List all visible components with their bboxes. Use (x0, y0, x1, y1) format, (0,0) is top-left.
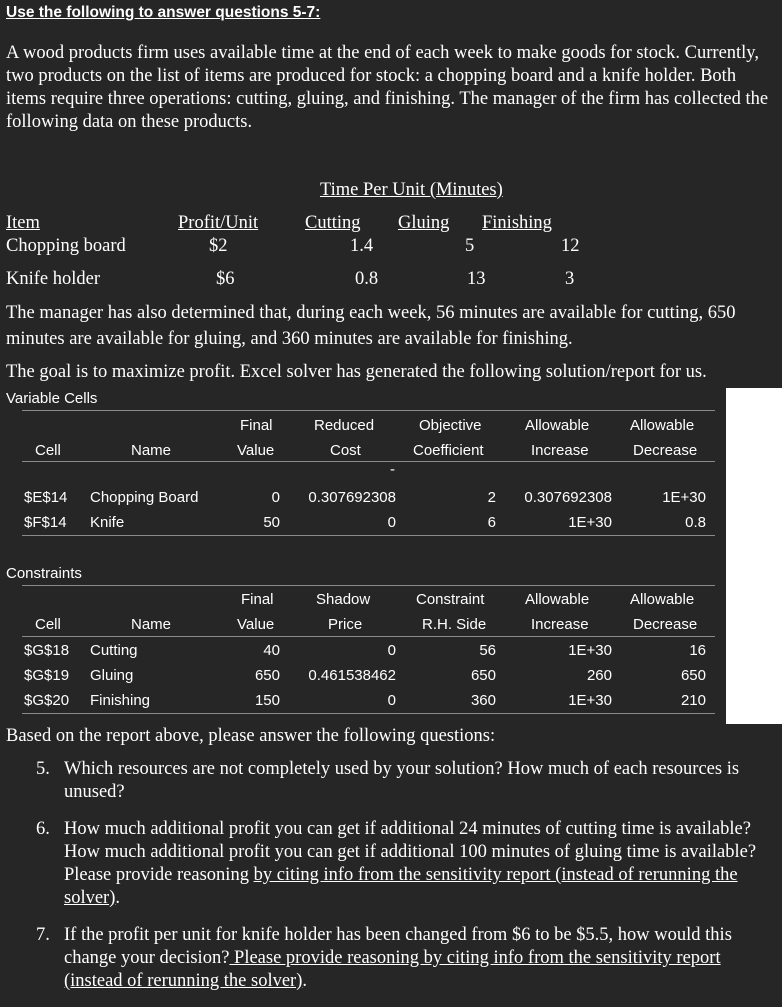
allowable-increase: 1E+30 (568, 514, 612, 531)
item-cutting: 1.4 (350, 236, 374, 256)
divider (22, 410, 715, 411)
allowable-decrease: 0.8 (685, 514, 706, 531)
item-profit: $2 (209, 236, 228, 256)
cell-name: Cutting (90, 642, 138, 659)
cell-ref: $E$14 (24, 489, 68, 506)
intro-paragraph: A wood products firm uses available time at the end of each week to make goods for stock. Currently, two products on the list of items are produced for stock: a chopping board and a knife holder. Both items require three operations: cutting, gluing, and finishing. The manager of the firm has collected the following data on these products. (6, 43, 769, 132)
header-decrease: Decrease (633, 442, 698, 459)
item-finishing: 12 (561, 236, 580, 256)
dash-mark: - (390, 461, 395, 478)
question-text: If the profit per unit for knife holder has been changed from $6 to be $5.5, how would this change your decision? (64, 925, 732, 968)
header-final: Final (240, 417, 273, 434)
header-objective: Objective (419, 417, 482, 434)
allowable-increase: 260 (586, 667, 612, 684)
header-reduced: Reduced (314, 417, 375, 434)
question-text: Which resources are not completely used by your solution? How much of each resources is unused? (64, 759, 740, 802)
header-value: Value (237, 616, 275, 633)
header-profit: Profit/Unit (178, 213, 259, 233)
header-price: Price (328, 616, 363, 633)
question-number: 7. (36, 925, 50, 945)
header-cell: Cell (35, 442, 61, 459)
final-value: 0 (271, 489, 280, 506)
cell-ref: $G$20 (24, 692, 70, 709)
question-6 (36, 818, 778, 910)
question-tail: . (302, 971, 307, 991)
item-profit: $6 (216, 269, 235, 289)
header-item: Item (6, 213, 40, 233)
cell-ref: $F$14 (24, 514, 67, 531)
cell-name: Finishing (90, 692, 151, 709)
question-emphasis: Please provide reasoning by citing info from the sensitivity report (instead of rerunning the solver) (64, 948, 721, 991)
question-tail: . (115, 888, 120, 908)
divider (22, 461, 715, 462)
item-name: Knife holder (6, 269, 101, 289)
header-cutting: Cutting (305, 213, 361, 233)
header-gluing: Gluing (398, 213, 450, 233)
cell-name: Gluing (90, 667, 134, 684)
constraint-rhs: 56 (479, 642, 496, 659)
divider (22, 713, 715, 714)
reduced-cost: 0.307692308 (308, 489, 396, 506)
header-rhs: R.H. Side (422, 616, 487, 633)
objective-coefficient: 2 (487, 489, 496, 506)
constraint-rhs: 650 (470, 667, 496, 684)
allowable-increase: 0.307692308 (524, 489, 612, 506)
question-list (6, 758, 778, 1007)
question-5 (36, 758, 778, 804)
question-number: 6. (36, 819, 50, 839)
header-allowable-increase: Allowable (525, 591, 590, 608)
capacity-paragraph: The manager has also determined that, during each week, 56 minutes are available for cutting, 650 minutes are available for gluing, and 360 minutes are available for finishing. (6, 303, 736, 349)
header-final: Final (241, 591, 274, 608)
variable-cells-title: Variable Cells (6, 390, 98, 407)
header-increase: Increase (531, 442, 589, 459)
question-number: 5. (36, 759, 50, 779)
allowable-increase: 1E+30 (568, 642, 612, 659)
cell-name: Chopping Board (90, 489, 199, 506)
objective-coefficient: 6 (487, 514, 496, 531)
shadow-price: 0 (387, 642, 396, 659)
allowable-decrease: 650 (680, 667, 706, 684)
item-cutting: 0.8 (355, 269, 379, 289)
constraint-rhs: 360 (470, 692, 496, 709)
item-finishing: 3 (565, 269, 575, 289)
cell-ref: $G$19 (24, 667, 70, 684)
allowable-increase: 1E+30 (568, 692, 612, 709)
header-finishing: Finishing (482, 213, 552, 233)
goal-paragraph: The goal is to maximize profit. Excel solver has generated the following solution/report for us. (6, 362, 707, 382)
allowable-decrease: 16 (689, 642, 706, 659)
header-coefficient: Coefficient (413, 442, 484, 459)
allowable-decrease: 1E+30 (662, 489, 706, 506)
question-text: How much additional profit you can get if additional 24 minutes of cutting time is available? How much additional profit you can get if additional 100 minutes of gluing time is available? Please provide reasoning (64, 819, 757, 885)
questions-intro: Based on the report above, please answer the following questions: (6, 726, 496, 746)
shadow-price: 0 (387, 692, 396, 709)
header-shadow: Shadow (316, 591, 371, 608)
shadow-price: 0.461538462 (308, 667, 396, 684)
cell-ref: $G$18 (24, 642, 70, 659)
reduced-cost: 0 (387, 514, 396, 531)
header-cost: Cost (330, 442, 361, 459)
header-increase: Increase (531, 616, 589, 633)
report-edge-panel (726, 388, 782, 724)
final-value: 650 (254, 667, 280, 684)
constraints-title: Constraints (6, 565, 82, 582)
final-value: 150 (254, 692, 280, 709)
header-decrease: Decrease (633, 616, 698, 633)
question-emphasis: by citing info from the sensitivity report (instead of rerunning the solver) (64, 865, 738, 908)
header-allowable-decrease: Allowable (630, 591, 695, 608)
header-constraint: Constraint (416, 591, 485, 608)
table-caption: Time Per Unit (Minutes) (320, 180, 503, 200)
header-name: Name (131, 616, 172, 633)
item-gluing: 5 (465, 236, 475, 256)
divider (22, 585, 715, 586)
allowable-decrease: 210 (680, 692, 706, 709)
divider (22, 636, 715, 637)
header-value: Value (237, 442, 275, 459)
divider (22, 535, 715, 536)
item-name: Chopping board (6, 236, 126, 256)
header-cell: Cell (35, 616, 61, 633)
cell-name: Knife (90, 514, 125, 531)
header-allowable-decrease: Allowable (630, 417, 695, 434)
final-value: 50 (263, 514, 280, 531)
final-value: 40 (263, 642, 280, 659)
item-gluing: 13 (467, 269, 486, 289)
header-allowable-increase: Allowable (525, 417, 590, 434)
header-name: Name (131, 442, 172, 459)
question-7 (36, 924, 778, 993)
section-heading: Use the following to answer questions 5-7: (6, 4, 321, 21)
